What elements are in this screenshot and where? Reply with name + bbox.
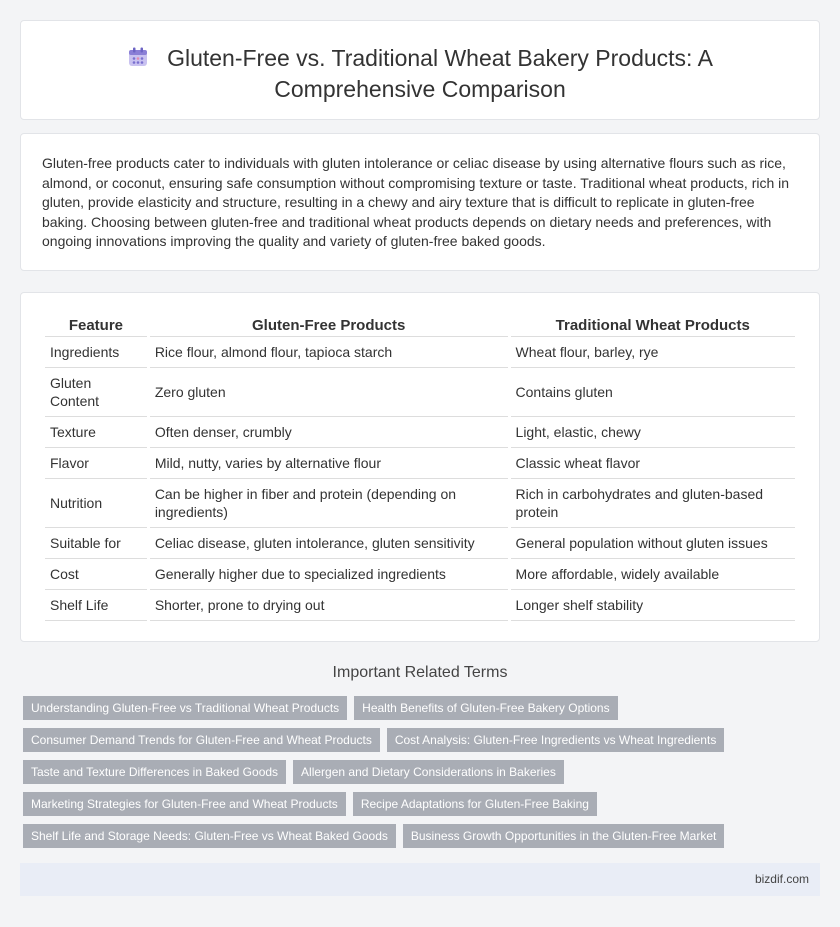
gluten-free-cell: Rice flour, almond flour, tapioca starch [150, 337, 508, 368]
site-name-link[interactable]: bizdif.com [754, 872, 809, 886]
tag-row [23, 792, 823, 816]
related-term-tag[interactable]: Marketing Strategies for Gluten-Free and Wheat Products [23, 792, 346, 816]
related-term-tag[interactable]: Health Benefits of Gluten-Free Bakery Options [354, 696, 617, 720]
tag-row [23, 760, 823, 784]
feature-cell: Ingredients [45, 337, 147, 368]
feature-cell: Gluten Content [45, 368, 147, 417]
gluten-free-cell: Generally higher due to specialized ingredients [150, 559, 508, 590]
gluten-free-cell: Celiac disease, gluten intolerance, gluten sensitivity [150, 528, 508, 559]
title-line-1: Gluten-Free vs. Traditional Wheat Bakery Products: A [167, 45, 713, 71]
related-terms-list [23, 696, 823, 856]
intro-paragraph: Gluten-free products cater to individuals with gluten intolerance or celiac disease by using alternative flours such as rice, almond, or coconut, ensuring safe consumption without compromising texture or taste. Traditional wheat products, rich in gluten, provide elasticity and structure, resulting in a chewy and airy texture that is difficult to replicate in gluten-free baking. Choosing between gluten-free and traditional wheat products depends on dietary needs and preferences, with ongoing innovations improving the quality and variety of gluten-free baked goods. [42, 155, 790, 250]
table-header-row [45, 315, 795, 337]
wheat-cell: Contains gluten [511, 368, 795, 417]
feature-cell: Texture [45, 417, 147, 448]
title-line-2: Comprehensive Comparison [274, 76, 566, 102]
wheat-cell: Longer shelf stability [511, 590, 795, 621]
comparison-table [42, 315, 798, 621]
related-term-tag[interactable]: Understanding Gluten-Free vs Traditional Wheat Products [23, 696, 347, 720]
feature-cell: Nutrition [45, 479, 147, 528]
header-traditional-wheat: Traditional Wheat Products [511, 315, 795, 337]
table-row [45, 448, 795, 479]
comparison-card [20, 292, 820, 642]
wheat-cell: Rich in carbohydrates and gluten-based protein [511, 479, 795, 528]
header-gluten-free: Gluten-Free Products [150, 315, 508, 337]
wheat-cell: Light, elastic, chewy [511, 417, 795, 448]
intro-card [20, 133, 820, 271]
table-row [45, 559, 795, 590]
related-terms-heading: Important Related Terms [332, 664, 508, 681]
table-row [45, 479, 795, 528]
wheat-cell: More affordable, widely available [511, 559, 795, 590]
related-term-tag[interactable]: Shelf Life and Storage Needs: Gluten-Free vs Wheat Baked Goods [23, 824, 396, 848]
footer [20, 863, 820, 896]
wheat-cell: Wheat flour, barley, rye [511, 337, 795, 368]
related-term-tag[interactable]: Taste and Texture Differences in Baked Goods [23, 760, 286, 784]
related-term-tag[interactable]: Consumer Demand Trends for Gluten-Free and Wheat Products [23, 728, 380, 752]
related-term-tag[interactable]: Business Growth Opportunities in the Gluten-Free Market [403, 824, 724, 848]
tag-row [23, 824, 823, 848]
table-row [45, 417, 795, 448]
tag-row [23, 728, 823, 752]
feature-cell: Flavor [45, 448, 147, 479]
gluten-free-cell: Often denser, crumbly [150, 417, 508, 448]
calendar-icon [127, 46, 149, 75]
table-row [45, 590, 795, 621]
gluten-free-cell: Shorter, prone to drying out [150, 590, 508, 621]
feature-cell: Shelf Life [45, 590, 147, 621]
gluten-free-cell: Can be higher in fiber and protein (depending on ingredients) [150, 479, 508, 528]
table-row [45, 368, 795, 417]
table-row [45, 337, 795, 368]
title-card [20, 20, 820, 120]
feature-cell: Cost [45, 559, 147, 590]
page-title [21, 44, 819, 104]
tag-row [23, 696, 823, 720]
wheat-cell: Classic wheat flavor [511, 448, 795, 479]
table-row [45, 528, 795, 559]
related-term-tag[interactable]: Allergen and Dietary Considerations in Bakeries [293, 760, 564, 784]
gluten-free-cell: Zero gluten [150, 368, 508, 417]
feature-cell: Suitable for [45, 528, 147, 559]
gluten-free-cell: Mild, nutty, varies by alternative flour [150, 448, 508, 479]
wheat-cell: General population without gluten issues [511, 528, 795, 559]
related-term-tag[interactable]: Cost Analysis: Gluten-Free Ingredients vs Wheat Ingredients [387, 728, 725, 752]
related-term-tag[interactable]: Recipe Adaptations for Gluten-Free Baking [353, 792, 597, 816]
header-feature: Feature [45, 315, 147, 337]
